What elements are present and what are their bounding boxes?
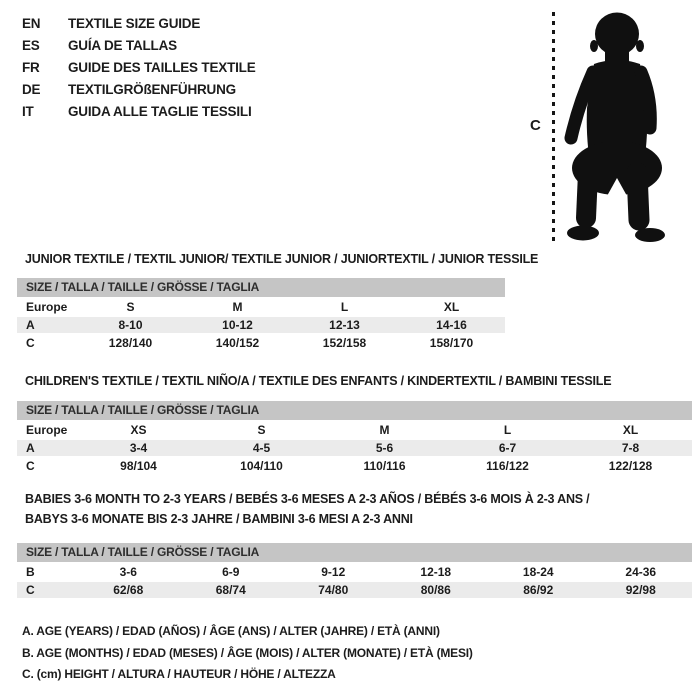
height-cell: 98/104 [120, 459, 157, 473]
height-measure-label: C [530, 117, 541, 134]
age-cell: 10-12 [222, 318, 253, 332]
language-row-en [22, 13, 256, 35]
legend [22, 621, 473, 686]
language-code: FR [22, 60, 40, 75]
age-cell: 12-18 [420, 565, 452, 579]
row-label: B [26, 565, 35, 579]
legend-line-a: A. AGE (YEARS) / EDAD (AÑOS) / ÂGE (ANS) / ALTER (JAHRE) / ETÀ (ANNI) [22, 624, 440, 638]
size-cell: XL [622, 423, 639, 437]
language-label: TEXTILE SIZE GUIDE [68, 16, 201, 31]
age-cell: 14-16 [436, 318, 467, 332]
height-cell: 128/140 [108, 336, 153, 350]
age-cell: 6-9 [222, 565, 240, 579]
junior-section-title: JUNIOR TEXTILE / TEXTIL JUNIOR/ TEXTILE JUNIOR / JUNIORTEXTIL / JUNIOR TESSILE [25, 252, 539, 266]
height-cell: 62/68 [113, 583, 144, 597]
height-cell: 68/74 [215, 583, 246, 597]
row-label: Europe [26, 300, 68, 314]
height-cell: 92/98 [625, 583, 656, 597]
age-cell: 4-5 [252, 441, 271, 455]
height-measure-dotted-line [552, 12, 555, 244]
height-cell: 74/80 [318, 583, 349, 597]
language-label: TEXTILGRÖßENFÜHRUNG [68, 82, 236, 97]
height-cell: 140/152 [215, 336, 260, 350]
language-label: GUIDE DES TAILLES TEXTILE [68, 60, 256, 75]
size-cell: M [232, 300, 243, 314]
height-cell: 152/158 [322, 336, 367, 350]
size-header-row: SIZE / TALLA / TAILLE / GRÖSSE / TAGLIA [17, 401, 692, 420]
babies-title-line1: BABIES 3-6 MONTH TO 2-3 YEARS / BEBÉS 3-6 MESES A 2-3 AÑOS / BÉBÉS 3-6 MOIS À 2-3 ANS / [25, 492, 590, 506]
height-cell: 86/92 [523, 583, 554, 597]
children-size-table [17, 401, 692, 474]
height-cell: 104/110 [240, 459, 283, 473]
language-label: GUIDA ALLE TAGLIE TESSILI [68, 104, 252, 119]
height-cell: 122/128 [608, 459, 653, 473]
row-label: C [26, 459, 35, 473]
size-header-row: SIZE / TALLA / TAILLE / GRÖSSE / TAGLIA [17, 278, 505, 297]
row-label: C [26, 583, 35, 597]
height-cell: 116/122 [486, 459, 529, 473]
babies-size-table [17, 543, 692, 598]
row-label: A [26, 441, 35, 455]
language-code: DE [22, 82, 41, 97]
language-row-fr [22, 57, 256, 79]
size-cell: XL [443, 300, 460, 314]
age-cell: 3-4 [129, 441, 148, 455]
table-row-europe [17, 299, 505, 315]
height-cell: 110/116 [363, 459, 406, 473]
junior-size-table [17, 278, 505, 351]
language-code: EN [22, 16, 41, 31]
language-row-de [22, 79, 256, 101]
age-cell: 24-36 [625, 565, 657, 579]
size-cell: M [379, 423, 390, 437]
babies-title-line2: BABYS 3-6 MONATE BIS 2-3 JAHRE / BAMBINI 3-6 MESI A 2-3 ANNI [25, 512, 413, 526]
size-cell: S [257, 423, 266, 437]
language-label: GUÍA DE TALLAS [68, 38, 177, 53]
row-label: A [26, 318, 35, 332]
legend-line-c: C. (cm) HEIGHT / ALTURA / HAUTEUR / HÖHE / ALTEZZA [22, 667, 336, 681]
language-row-it [22, 101, 256, 123]
age-cell: 6-7 [498, 441, 517, 455]
table-row-age [17, 317, 505, 333]
table-row-height [17, 335, 505, 351]
size-cell: XS [130, 423, 147, 437]
table-row-age [17, 440, 692, 456]
age-cell: 9-12 [321, 565, 346, 579]
height-cell: 158/170 [429, 336, 474, 350]
size-cell: L [340, 300, 349, 314]
table-row-height [17, 458, 692, 474]
height-cell: 80/86 [420, 583, 451, 597]
language-code: IT [22, 104, 34, 119]
age-cell: 7-8 [621, 441, 640, 455]
language-row-es [22, 35, 256, 57]
row-label: Europe [26, 423, 68, 437]
legend-line-b: B. AGE (MONTHS) / EDAD (MESES) / ÂGE (MOIS) / ALTER (MONATE) / ETÀ (MESI) [22, 645, 473, 660]
age-cell: 5-6 [375, 441, 394, 455]
size-cell: S [126, 300, 135, 314]
table-row-age-months [17, 564, 692, 580]
age-cell: 18-24 [522, 565, 554, 579]
age-cell: 3-6 [119, 565, 137, 579]
table-row-europe [17, 422, 692, 438]
size-cell: L [503, 423, 512, 437]
size-header-row: SIZE / TALLA / TAILLE / GRÖSSE / TAGLIA [17, 543, 692, 562]
table-row-height [17, 582, 692, 598]
children-section-title: CHILDREN'S TEXTILE / TEXTIL NIÑO/A / TEXTILE DES ENFANTS / KINDERTEXTIL / BAMBINI TESSILE [25, 374, 612, 388]
language-code: ES [22, 38, 40, 53]
row-label: C [26, 336, 35, 350]
babies-section-title [25, 489, 589, 529]
age-cell: 12-13 [329, 318, 360, 332]
age-cell: 8-10 [118, 318, 143, 332]
language-list [22, 13, 256, 123]
child-silhouette-icon [560, 8, 665, 246]
